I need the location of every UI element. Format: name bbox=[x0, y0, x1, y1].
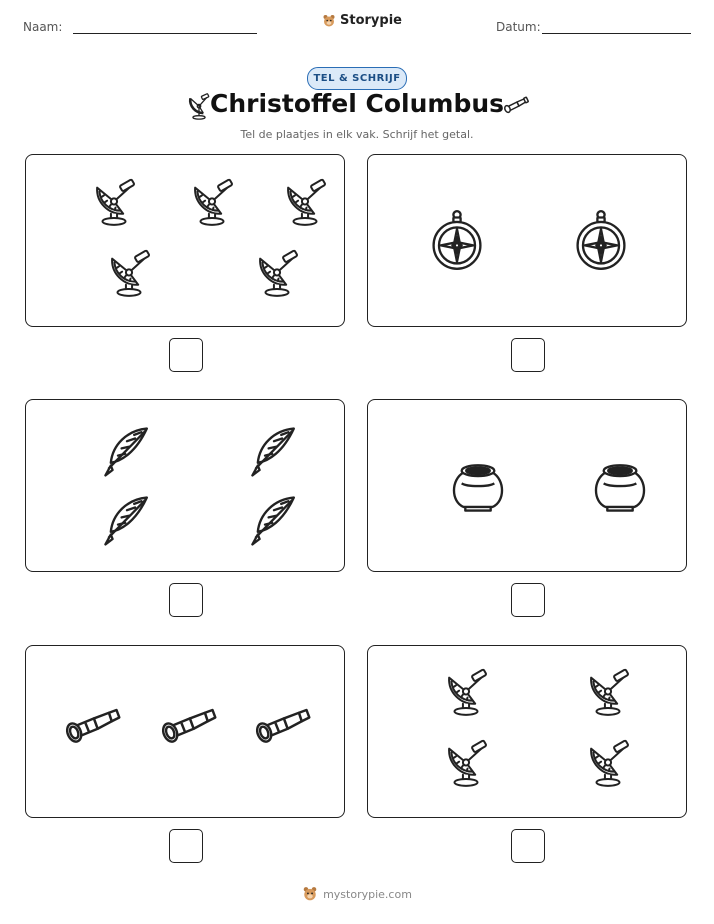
sextant-icon bbox=[106, 249, 152, 299]
sextant-icon bbox=[443, 668, 489, 718]
compass-icon bbox=[574, 209, 628, 271]
sextant-icon bbox=[585, 739, 631, 789]
quill-icon bbox=[247, 425, 301, 479]
count-panel-6 bbox=[367, 645, 687, 818]
name-label: Naam: bbox=[23, 20, 63, 34]
telescope-icon bbox=[252, 705, 314, 745]
brand-name: Storypie bbox=[340, 13, 402, 28]
sextant-icon bbox=[189, 178, 235, 228]
sextant-icon bbox=[91, 178, 137, 228]
sextant-icon bbox=[282, 178, 328, 228]
pot-icon bbox=[449, 459, 507, 515]
quill-icon bbox=[100, 494, 154, 548]
bear-logo-icon bbox=[322, 14, 336, 28]
count-panel-2 bbox=[367, 154, 687, 327]
pot-icon bbox=[591, 459, 649, 515]
answer-box-1[interactable] bbox=[169, 338, 203, 372]
date-field[interactable] bbox=[542, 33, 691, 34]
sextant-icon bbox=[254, 249, 300, 299]
instruction: Tel de plaatjes in elk vak. Schrijf het getal. bbox=[240, 128, 474, 141]
telescope-icon bbox=[158, 705, 220, 745]
footer bbox=[0, 886, 714, 902]
quill-icon bbox=[247, 494, 301, 548]
telescope-icon bbox=[62, 705, 124, 745]
telescope-title-icon bbox=[500, 96, 530, 114]
bear-logo-icon bbox=[302, 886, 318, 902]
sextant-icon bbox=[585, 668, 631, 718]
answer-box-2[interactable] bbox=[511, 338, 545, 372]
date-label: Datum: bbox=[496, 20, 541, 34]
answer-box-6[interactable] bbox=[511, 829, 545, 863]
answer-box-5[interactable] bbox=[169, 829, 203, 863]
quill-icon bbox=[100, 425, 154, 479]
footer-url: mystorypie.com bbox=[323, 887, 412, 901]
worksheet-tag: TEL & SCHRIJF bbox=[307, 67, 407, 90]
sextant-icon bbox=[443, 739, 489, 789]
answer-box-3[interactable] bbox=[169, 583, 203, 617]
name-field[interactable] bbox=[73, 33, 257, 34]
compass-icon bbox=[430, 209, 484, 271]
brand-logo bbox=[322, 13, 402, 28]
page-title: Christoffel Columbus bbox=[209, 89, 505, 118]
answer-box-4[interactable] bbox=[511, 583, 545, 617]
